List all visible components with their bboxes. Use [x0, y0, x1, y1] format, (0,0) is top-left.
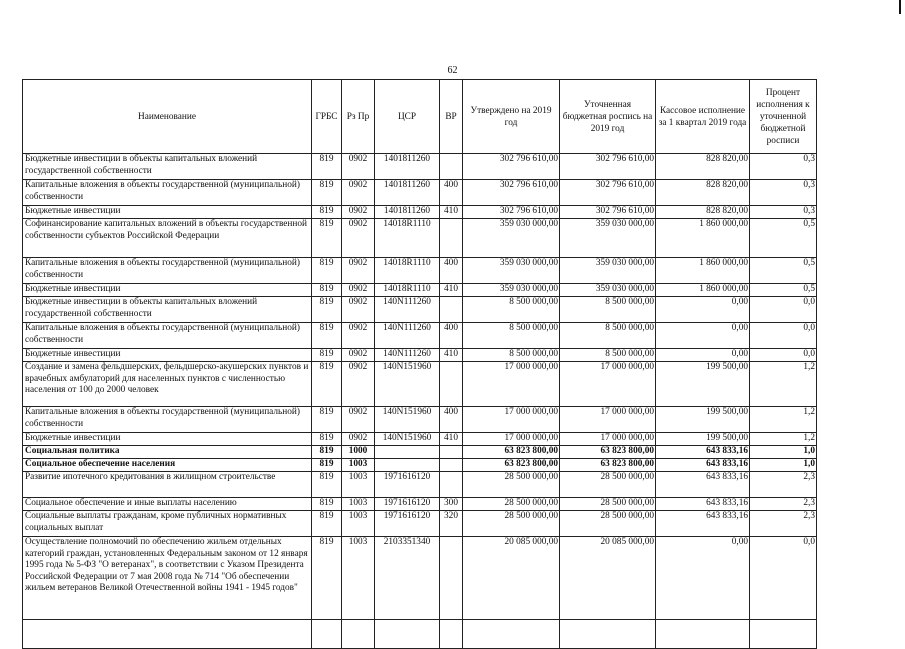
cell-cash: 0,00 — [656, 297, 750, 323]
cell-percent: 2,3 — [750, 472, 817, 498]
empty-cell — [342, 620, 375, 649]
cell-rzpr: 0902 — [342, 349, 375, 362]
cell-grbs: 819 — [312, 459, 342, 472]
cell-percent: 0,3 — [750, 206, 817, 219]
page-number: 62 — [447, 65, 458, 76]
header-rzpr: Рз Пр — [342, 80, 375, 154]
cell-percent: 0,0 — [750, 349, 817, 362]
cell-rzpr: 0902 — [342, 284, 375, 297]
cell-name: Социальное обеспечение населения — [23, 459, 312, 472]
empty-cell — [375, 620, 440, 649]
cell-approved: 28 500 000,00 — [463, 511, 560, 537]
cell-percent: 0,3 — [750, 154, 817, 180]
cell-grbs: 819 — [312, 407, 342, 433]
scan-edge-mark — [899, 0, 901, 14]
cell-percent: 0,3 — [750, 180, 817, 206]
cell-vr — [440, 154, 463, 180]
cell-cash: 643 833,16 — [656, 511, 750, 537]
cell-approved: 63 823 800,00 — [463, 446, 560, 459]
cell-name: Софинансирование капитальных вложений в объекты государственной собственности субъектов Российской Федерации — [23, 219, 312, 258]
cell-grbs: 819 — [312, 297, 342, 323]
cell-vr: 410 — [440, 284, 463, 297]
cell-percent: 0,0 — [750, 297, 817, 323]
cell-csr: 140N151960 — [375, 433, 440, 446]
table-row — [23, 180, 817, 206]
cell-grbs: 819 — [312, 206, 342, 219]
cell-refined: 63 823 800,00 — [560, 446, 656, 459]
table-row — [23, 219, 817, 258]
cell-name: Капитальные вложения в объекты государственной (муниципальной) собственности — [23, 258, 312, 284]
cell-grbs: 819 — [312, 219, 342, 258]
cell-vr: 400 — [440, 407, 463, 433]
table-row — [23, 446, 817, 459]
cell-csr: 2103351340 — [375, 537, 440, 620]
cell-rzpr: 1003 — [342, 472, 375, 498]
cell-cash: 1 860 000,00 — [656, 219, 750, 258]
cell-percent: 0,5 — [750, 219, 817, 258]
cell-vr — [440, 537, 463, 620]
cell-cash: 0,00 — [656, 349, 750, 362]
cell-csr: 14018R1110 — [375, 258, 440, 284]
header-refined: Уточненная бюджетная роспись на 2019 год — [560, 80, 656, 154]
cell-refined: 20 085 000,00 — [560, 537, 656, 620]
cell-name: Осуществление полномочий по обеспечению жильем отдельных категорий граждан, установленных Федеральным законом от 12 января 1995 года № 5-ФЗ "О ветеранах", в соответствии с Указом Президента Российской Федерации от 7 мая 2008 года № 714 "Об обеспечении жильем ветеранов Великой Отечественной войны 1941 - 1945 годов" — [23, 537, 312, 620]
cell-vr: 320 — [440, 511, 463, 537]
table-row — [23, 206, 817, 219]
cell-csr: 1971616120 — [375, 498, 440, 511]
cell-cash: 1 860 000,00 — [656, 258, 750, 284]
empty-cell — [23, 620, 312, 649]
table-row — [23, 362, 817, 407]
cell-vr — [440, 459, 463, 472]
cell-percent: 0,5 — [750, 258, 817, 284]
cell-csr: 140N111260 — [375, 349, 440, 362]
header-csr: ЦСР — [375, 80, 440, 154]
empty-cell — [560, 620, 656, 649]
table-row — [23, 284, 817, 297]
cell-approved: 359 030 000,00 — [463, 258, 560, 284]
budget-execution-sheet — [22, 79, 817, 649]
cell-cash: 199 500,00 — [656, 407, 750, 433]
table-row — [23, 433, 817, 446]
cell-refined: 8 500 000,00 — [560, 349, 656, 362]
cell-csr — [375, 446, 440, 459]
cell-grbs: 819 — [312, 433, 342, 446]
cell-percent: 1,0 — [750, 446, 817, 459]
cell-approved: 359 030 000,00 — [463, 219, 560, 258]
cell-grbs: 819 — [312, 154, 342, 180]
cell-approved: 17 000 000,00 — [463, 433, 560, 446]
cell-cash: 643 833,16 — [656, 472, 750, 498]
cell-cash: 643 833,16 — [656, 498, 750, 511]
cell-rzpr: 0902 — [342, 433, 375, 446]
cell-percent: 1,0 — [750, 459, 817, 472]
cell-refined: 28 500 000,00 — [560, 511, 656, 537]
cell-grbs: 819 — [312, 511, 342, 537]
cell-csr: 14018R1110 — [375, 284, 440, 297]
cell-grbs: 819 — [312, 472, 342, 498]
cell-csr: 1401811260 — [375, 206, 440, 219]
cell-refined: 63 823 800,00 — [560, 459, 656, 472]
cell-cash: 828 820,00 — [656, 180, 750, 206]
cell-name: Социальная политика — [23, 446, 312, 459]
cell-grbs: 819 — [312, 446, 342, 459]
cell-name: Бюджетные инвестиции — [23, 284, 312, 297]
cell-vr: 300 — [440, 498, 463, 511]
cell-rzpr: 0902 — [342, 219, 375, 258]
cell-refined: 8 500 000,00 — [560, 323, 656, 349]
cell-approved: 17 000 000,00 — [463, 362, 560, 407]
cell-grbs: 819 — [312, 323, 342, 349]
cell-percent: 1,2 — [750, 407, 817, 433]
cell-name: Социальное обеспечение и иные выплаты населению — [23, 498, 312, 511]
cell-percent: 2,3 — [750, 498, 817, 511]
cell-rzpr: 0902 — [342, 323, 375, 349]
cell-vr: 410 — [440, 433, 463, 446]
budget-execution-table — [22, 79, 817, 649]
cell-rzpr: 0902 — [342, 206, 375, 219]
cell-rzpr: 0902 — [342, 407, 375, 433]
cell-cash: 828 820,00 — [656, 154, 750, 180]
cell-vr — [440, 297, 463, 323]
cell-approved: 17 000 000,00 — [463, 407, 560, 433]
cell-vr: 400 — [440, 258, 463, 284]
cell-grbs: 819 — [312, 284, 342, 297]
cell-percent: 0,0 — [750, 537, 817, 620]
cell-refined: 17 000 000,00 — [560, 433, 656, 446]
cell-csr: 140N151960 — [375, 362, 440, 407]
cell-rzpr: 1003 — [342, 511, 375, 537]
cell-name: Бюджетные инвестиции — [23, 206, 312, 219]
cell-rzpr: 1003 — [342, 459, 375, 472]
table-body — [23, 154, 817, 649]
cell-grbs: 819 — [312, 258, 342, 284]
table-row — [23, 498, 817, 511]
cell-csr: 140N151960 — [375, 407, 440, 433]
cell-vr: 410 — [440, 206, 463, 219]
header-percent: Процент исполнения к уточненной бюджетной росписи — [750, 80, 817, 154]
table-row — [23, 323, 817, 349]
cell-rzpr: 0902 — [342, 154, 375, 180]
cell-cash: 828 820,00 — [656, 206, 750, 219]
table-row — [23, 511, 817, 537]
empty-cell — [440, 620, 463, 649]
cell-approved: 8 500 000,00 — [463, 323, 560, 349]
cell-rzpr: 1003 — [342, 537, 375, 620]
cell-csr: 14018R1110 — [375, 219, 440, 258]
cell-csr: 140N111260 — [375, 297, 440, 323]
table-row — [23, 349, 817, 362]
cell-approved: 8 500 000,00 — [463, 349, 560, 362]
cell-vr — [440, 362, 463, 407]
cell-name: Бюджетные инвестиции — [23, 349, 312, 362]
cell-grbs: 819 — [312, 349, 342, 362]
cell-approved: 359 030 000,00 — [463, 284, 560, 297]
table-row — [23, 472, 817, 498]
cell-vr — [440, 472, 463, 498]
cell-refined: 28 500 000,00 — [560, 472, 656, 498]
cell-name: Создание и замена фельдшерских, фельдшерско-акушерских пунктов и врачебных амбулаторий для населенных пунктов с численностью населения от 100 до 2000 человек — [23, 362, 312, 407]
cell-name: Бюджетные инвестиции в объекты капитальных вложений государственной собственности — [23, 297, 312, 323]
cell-name: Капитальные вложения в объекты государственной (муниципальной) собственности — [23, 407, 312, 433]
cell-csr: 140N111260 — [375, 323, 440, 349]
cell-refined: 17 000 000,00 — [560, 362, 656, 407]
cell-csr: 1401811260 — [375, 154, 440, 180]
cell-name: Капитальные вложения в объекты государственной (муниципальной) собственности — [23, 323, 312, 349]
cell-approved: 28 500 000,00 — [463, 472, 560, 498]
cell-cash: 643 833,16 — [656, 446, 750, 459]
cell-csr: 1401811260 — [375, 180, 440, 206]
cell-name: Развитие ипотечного кредитования в жилищном строительстве — [23, 472, 312, 498]
cell-approved: 302 796 610,00 — [463, 180, 560, 206]
cell-percent: 1,2 — [750, 362, 817, 407]
header-grbs: ГРБС — [312, 80, 342, 154]
cell-refined: 359 030 000,00 — [560, 258, 656, 284]
cell-name: Капитальные вложения в объекты государственной (муниципальной) собственности — [23, 180, 312, 206]
cell-refined: 17 000 000,00 — [560, 407, 656, 433]
cell-csr: 1971616120 — [375, 472, 440, 498]
cell-percent: 2,3 — [750, 511, 817, 537]
cell-rzpr: 1000 — [342, 446, 375, 459]
cell-vr: 400 — [440, 323, 463, 349]
header-name: Наименование — [23, 80, 312, 154]
table-row — [23, 537, 817, 620]
cell-cash: 643 833,16 — [656, 459, 750, 472]
table-row — [23, 258, 817, 284]
cell-approved: 302 796 610,00 — [463, 206, 560, 219]
cell-approved: 20 085 000,00 — [463, 537, 560, 620]
empty-cell — [463, 620, 560, 649]
cell-refined: 8 500 000,00 — [560, 297, 656, 323]
cell-cash: 0,00 — [656, 537, 750, 620]
cell-name: Бюджетные инвестиции в объекты капитальных вложений государственной собственности — [23, 154, 312, 180]
cell-grbs: 819 — [312, 362, 342, 407]
cell-grbs: 819 — [312, 498, 342, 511]
cell-percent: 0,0 — [750, 323, 817, 349]
cell-rzpr: 1003 — [342, 498, 375, 511]
cell-vr: 400 — [440, 180, 463, 206]
table-row — [23, 459, 817, 472]
cell-percent: 0,5 — [750, 284, 817, 297]
cell-approved: 302 796 610,00 — [463, 154, 560, 180]
header-cash: Кассовое исполнение за 1 квартал 2019 года — [656, 80, 750, 154]
cell-cash: 0,00 — [656, 323, 750, 349]
table-row — [23, 407, 817, 433]
cell-cash: 1 860 000,00 — [656, 284, 750, 297]
cell-approved: 8 500 000,00 — [463, 297, 560, 323]
cell-vr — [440, 446, 463, 459]
cell-rzpr: 0902 — [342, 362, 375, 407]
cell-refined: 28 500 000,00 — [560, 498, 656, 511]
cell-rzpr: 0902 — [342, 297, 375, 323]
cell-refined: 302 796 610,00 — [560, 154, 656, 180]
cell-name: Бюджетные инвестиции — [23, 433, 312, 446]
cell-rzpr: 0902 — [342, 258, 375, 284]
empty-cell — [656, 620, 750, 649]
cell-name: Социальные выплаты гражданам, кроме публичных нормативных социальных выплат — [23, 511, 312, 537]
cell-vr — [440, 219, 463, 258]
cell-grbs: 819 — [312, 537, 342, 620]
cell-cash: 199 500,00 — [656, 433, 750, 446]
cell-refined: 359 030 000,00 — [560, 284, 656, 297]
cell-csr — [375, 459, 440, 472]
header-approved: Утверждено на 2019 год — [463, 80, 560, 154]
cell-refined: 359 030 000,00 — [560, 219, 656, 258]
cell-refined: 302 796 610,00 — [560, 180, 656, 206]
cell-rzpr: 0902 — [342, 180, 375, 206]
table-header-row — [23, 80, 817, 154]
cell-approved: 63 823 800,00 — [463, 459, 560, 472]
table-filler-row — [23, 620, 817, 649]
cell-vr: 410 — [440, 349, 463, 362]
cell-refined: 302 796 610,00 — [560, 206, 656, 219]
cell-csr: 1971616120 — [375, 511, 440, 537]
cell-percent: 1,2 — [750, 433, 817, 446]
cell-cash: 199 500,00 — [656, 362, 750, 407]
cell-approved: 28 500 000,00 — [463, 498, 560, 511]
empty-cell — [750, 620, 817, 649]
header-vr: ВР — [440, 80, 463, 154]
table-row — [23, 297, 817, 323]
empty-cell — [312, 620, 342, 649]
cell-grbs: 819 — [312, 180, 342, 206]
table-row — [23, 154, 817, 180]
